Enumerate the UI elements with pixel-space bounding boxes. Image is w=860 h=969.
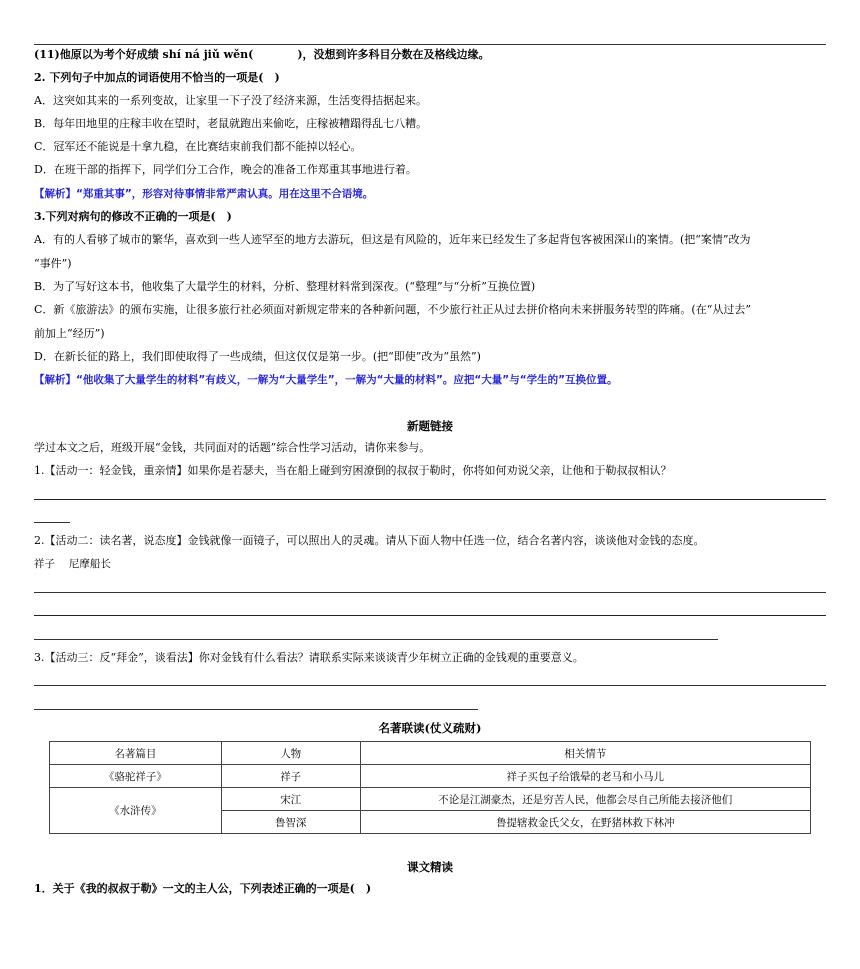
new-link-heading: 新题链接: [407, 419, 453, 433]
question-2-option-b: B．每年田地里的庄稼丰收在望时，老鼠就跑出来偷吃，庄稼被糟蹋得乱七八糟。: [34, 117, 428, 130]
person-name: 宋江: [221, 788, 360, 811]
question-3-option-a-line2: “事件”): [34, 257, 72, 270]
table-row: [50, 765, 811, 788]
plot-text: 祥子买包子给饿晕的老马和小马儿: [360, 765, 810, 788]
question-3-stem: 3.下列对病句的修改不正确的一项是( ): [34, 210, 232, 223]
book-title: 《骆驼祥子》: [50, 765, 222, 788]
top-rule: [34, 44, 826, 45]
close-reading-question-1: 1．关于《我的叔叔于勒》一文的主人公，下列表述正确的一项是( ): [34, 882, 372, 895]
question-3-option-c-line1: C．新《旅游法》的颁布实施，让很多旅行社必须面对新规定带来的各种新问题，不少旅行社正从过去拼价格向未来拼服务转型的阵痛。(在“从过去”: [34, 303, 751, 316]
question-3-analysis: 【解析】“他收集了大量学生的材料”有歧义，一解为“大量学生”，一解为“大量的材料”。应把“大量”与“学生的”互换位置。: [34, 374, 618, 386]
activity-2-prompt: 2.【活动二：读名著，说态度】金钱就像一面镜子，可以照出人的灵魂。请从下面人物中任选一位，结合名著内容，谈谈他对金钱的态度。: [34, 534, 705, 547]
question-2-stem: 2. 下列句子中加点的词语使用不恰当的一项是( ): [34, 71, 280, 84]
activity-3-prompt: 3.【活动三：反“拜金”，谈看法】你对金钱有什么看法？请联系实际来谈谈青少年树立正确的金钱观的重要意义。: [34, 651, 584, 664]
close-reading-heading: 课文精读: [407, 860, 453, 874]
header-person: 人物: [221, 742, 360, 765]
person-name: 鲁智深: [221, 811, 360, 834]
table-header-row: [50, 742, 811, 765]
answer-line: [34, 685, 826, 686]
answer-line: [34, 639, 718, 640]
question-3-option-c-line2: 前加上“经历”): [34, 327, 105, 340]
new-link-intro: 学过本文之后，班级开展“金钱，共同面对的话题”综合性学习活动，请你来参与。: [34, 441, 431, 454]
answer-line: [34, 499, 826, 500]
answer-line: [34, 709, 478, 710]
table-row: [50, 788, 811, 811]
question-11: (11)他原以为考个好成绩 shí ná jiǔ wěn( )，没想到许多科目分数在及格线边缘。: [34, 48, 490, 61]
answer-line: [34, 592, 826, 593]
person-name: 祥子: [221, 765, 360, 788]
question-2-option-c: C．冠军还不能说是十拿九稳，在比赛结束前我们都不能掉以轻心。: [34, 140, 362, 153]
activity-1-prompt: 1.【活动一：轻金钱，重亲情】如果你是若瑟夫，当在船上碰到穷困潦倒的叔叔于勒时，你将如何劝说父亲，让他和于勒叔叔相认？: [34, 464, 672, 477]
plot-text: 不论是江湖豪杰，还是穷苦人民，他都会尽自己所能去接济他们: [360, 788, 810, 811]
header-plot: 相关情节: [360, 742, 810, 765]
question-3-option-b: B．为了写好这本书，他收集了大量学生的材料，分析、整理材料常到深夜。(“整理”与“分析”互换位置): [34, 280, 536, 293]
question-2-option-d: D．在班干部的指挥下，同学们分工合作，晚会的准备工作郑重其事地进行着。: [34, 163, 417, 176]
question-3-option-d: D．在新长征的路上，我们即使取得了一些成绩，但这仅仅是第一步。(把“即使”改为“虽然”): [34, 350, 481, 363]
question-2-analysis: 【解析】“郑重其事”，形容对待事情非常严肃认真。用在这里不合语境。: [34, 188, 374, 200]
classics-table: [49, 741, 811, 834]
classics-heading: 名著联读(仗义疏财): [378, 721, 482, 735]
activity-2-options: 祥子 尼摩船长: [34, 558, 111, 570]
answer-line-short: [34, 522, 70, 523]
answer-line: [34, 615, 826, 616]
book-title: 《水浒传》: [50, 788, 222, 834]
question-2-option-a: A．这突如其来的一系列变故，让家里一下子没了经济来源，生活变得拮据起来。: [34, 94, 427, 107]
question-3-option-a-line1: A．有的人看够了城市的繁华，喜欢到一些人迹罕至的地方去游玩，但这是有风险的，近年来已经发生了多起背包客被困深山的案情。(把“案情”改为: [34, 233, 751, 246]
plot-text: 鲁提辖救金氏父女，在野猪林救下林冲: [360, 811, 810, 834]
header-book: 名著篇目: [50, 742, 222, 765]
